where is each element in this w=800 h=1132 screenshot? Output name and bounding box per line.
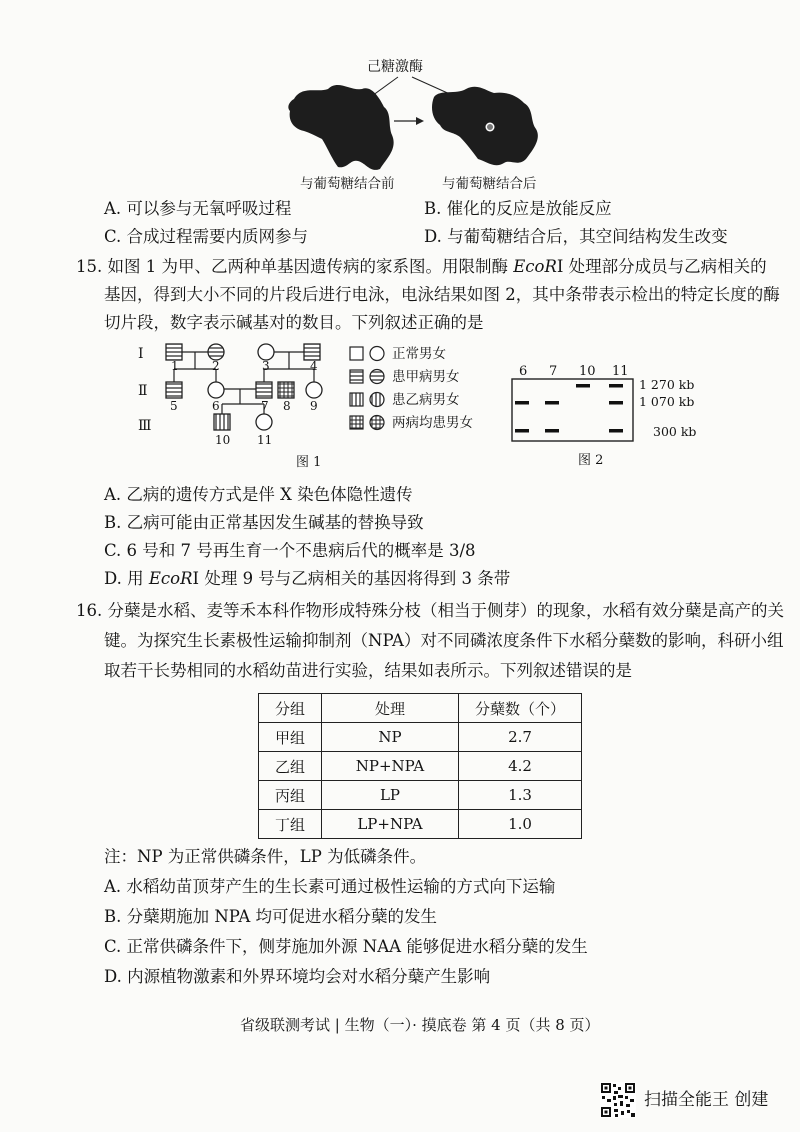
q15-stem-line1: 15. 如图 1 为甲、乙两种单基因遗传病的家系图。用限制酶 EcoRⅠ 处理部分成员与乙病相关的 — [76, 257, 767, 276]
member-number: 5 — [170, 399, 178, 413]
member-number: 10 — [215, 433, 231, 447]
header-cell: 处理 — [322, 694, 459, 723]
member-number: 11 — [257, 433, 273, 447]
tillering-table — [258, 693, 582, 839]
header-cell: 分蘖数（个） — [459, 694, 582, 723]
band-group — [515, 384, 623, 433]
q16-note: 注：NP 为正常供磷条件，LP 为低磷条件。 — [104, 847, 427, 866]
q15-option-b: B. 乙病可能由正常基因发生碱基的替换导致 — [104, 513, 424, 532]
qr-code-icon — [600, 1082, 636, 1118]
table-cell: 1.0 — [459, 810, 582, 839]
q14-option-a: A. 可以参与无氧呼吸过程 — [104, 199, 292, 218]
legend-normal: 正常男女 — [392, 346, 446, 362]
lane-label: 7 — [549, 364, 558, 379]
gen-1-label: Ⅰ — [138, 346, 144, 362]
table-cell: LP — [322, 781, 459, 810]
table-row — [259, 752, 582, 781]
q16-option-c: C. 正常供磷条件下，侧芽施加外源 NAA 能够促进水稻分蘖的发生 — [104, 937, 588, 956]
enzyme-after-shape — [432, 87, 538, 165]
member-number: 6 — [212, 399, 220, 413]
gel-band — [515, 401, 529, 405]
table-cell: 1.3 — [459, 781, 582, 810]
q14-option-c: C. 合成过程需要内质网参与 — [104, 227, 309, 246]
table-cell: LP+NPA — [322, 810, 459, 839]
table-cell: 甲组 — [259, 723, 322, 752]
member-number: 7 — [261, 399, 269, 413]
generation-labels — [138, 346, 152, 434]
legend-disease-a: 患甲病男女 — [392, 369, 460, 385]
table-cell: NP — [322, 723, 459, 752]
gen-3-label: Ⅲ — [138, 418, 152, 434]
pedigree-figure-1 — [130, 338, 490, 478]
lane-label: 10 — [579, 364, 596, 379]
q16-stem-line3: 取若干长势相同的水稻幼苗进行实验，结果如表所示。下列叙述错误的是 — [104, 661, 632, 680]
size-label: 1 070 kb — [639, 394, 695, 409]
table-cell: NP+NPA — [322, 752, 459, 781]
gel-band — [545, 401, 559, 405]
q16-stem-line1: 16. 分蘖是水稻、麦等禾本科作物形成特殊分枝（相当于侧芽）的现象，水稻有效分蘖是高产的关 — [76, 601, 784, 620]
gel-band — [609, 384, 623, 388]
table-cell: 丁组 — [259, 810, 322, 839]
fig1-caption: 图 1 — [296, 455, 322, 470]
header-cell: 分组 — [259, 694, 322, 723]
table-header-row — [259, 694, 582, 723]
q15-option-d: D. 用 EcoRⅠ 处理 9 号与乙病相关的基因将得到 3 条带 — [104, 569, 511, 588]
gel-band — [576, 384, 590, 388]
pedigree-legend — [350, 347, 384, 430]
size-label: 1 270 kb — [639, 377, 695, 392]
member-number: 2 — [212, 359, 220, 373]
gel-band — [515, 429, 529, 433]
gel-band — [609, 401, 623, 405]
scanner-watermark: 扫描全能王 创建 — [644, 1090, 769, 1110]
q14-option-d: D. 与葡萄糖结合后，其空间结构发生改变 — [424, 227, 728, 246]
table-cell: 丙组 — [259, 781, 322, 810]
enzyme-before-shape — [288, 85, 393, 170]
q16-option-b: B. 分蘖期施加 NPA 均可促进水稻分蘖的发生 — [104, 907, 438, 926]
q16-option-a: A. 水稻幼苗顶芽产生的生长素可通过极性运输的方式向下运输 — [104, 877, 556, 896]
q16-stem-line2: 键。为探究生长素极性运输抑制剂（NPA）对不同磷浓度条件下水稻分蘖数的影响，科研小组 — [104, 631, 784, 650]
table-row — [259, 723, 582, 752]
table-row — [259, 810, 582, 839]
q15-option-a: A. 乙病的遗传方式是伴 X 染色体隐性遗传 — [104, 485, 413, 504]
lane-label: 11 — [612, 364, 629, 379]
fig2-caption: 图 2 — [578, 453, 604, 468]
member-number: 8 — [283, 399, 291, 413]
after-label: 与葡萄糖结合后 — [442, 176, 537, 192]
table-row — [259, 781, 582, 810]
gel-band — [609, 429, 623, 433]
size-label: 300 kb — [653, 424, 697, 439]
legend-disease-b: 患乙病男女 — [392, 392, 460, 408]
legend-both: 两病均患男女 — [392, 415, 473, 431]
page-footer: 省级联测考试 | 生物（一）· 摸底卷 第 4 页（共 8 页） — [240, 1016, 600, 1034]
q15-option-c: C. 6 号和 7 号再生育一个不患病后代的概率是 3/8 — [104, 541, 476, 560]
enzyme-label: 己糖激酶 — [367, 59, 423, 75]
table-cell: 2.7 — [459, 723, 582, 752]
hexokinase-figure — [280, 55, 550, 195]
gen-2-label: Ⅱ — [138, 383, 148, 399]
gel-band — [545, 429, 559, 433]
before-label: 与葡萄糖结合前 — [300, 176, 395, 192]
table-cell: 乙组 — [259, 752, 322, 781]
q15-stem-line2: 基因，得到大小不同的片段后进行电泳，电泳结果如图 2，其中条带表示检出的特定长度的酶 — [104, 285, 780, 304]
member-number: 3 — [262, 359, 270, 373]
table-cell: 4.2 — [459, 752, 582, 781]
electrophoresis-figure-2 — [500, 362, 700, 472]
lane-label: 6 — [519, 364, 528, 379]
member-number: 9 — [310, 399, 318, 413]
q14-option-b: B. 催化的反应是放能反应 — [424, 199, 612, 218]
q15-stem-line3: 切片段，数字表示碱基对的数目。下列叙述正确的是 — [104, 313, 484, 332]
q16-option-d: D. 内源植物激素和外界环境均会对水稻分蘖产生影响 — [104, 967, 491, 986]
member-number: 1 — [171, 359, 179, 373]
member-number: 4 — [310, 359, 318, 373]
